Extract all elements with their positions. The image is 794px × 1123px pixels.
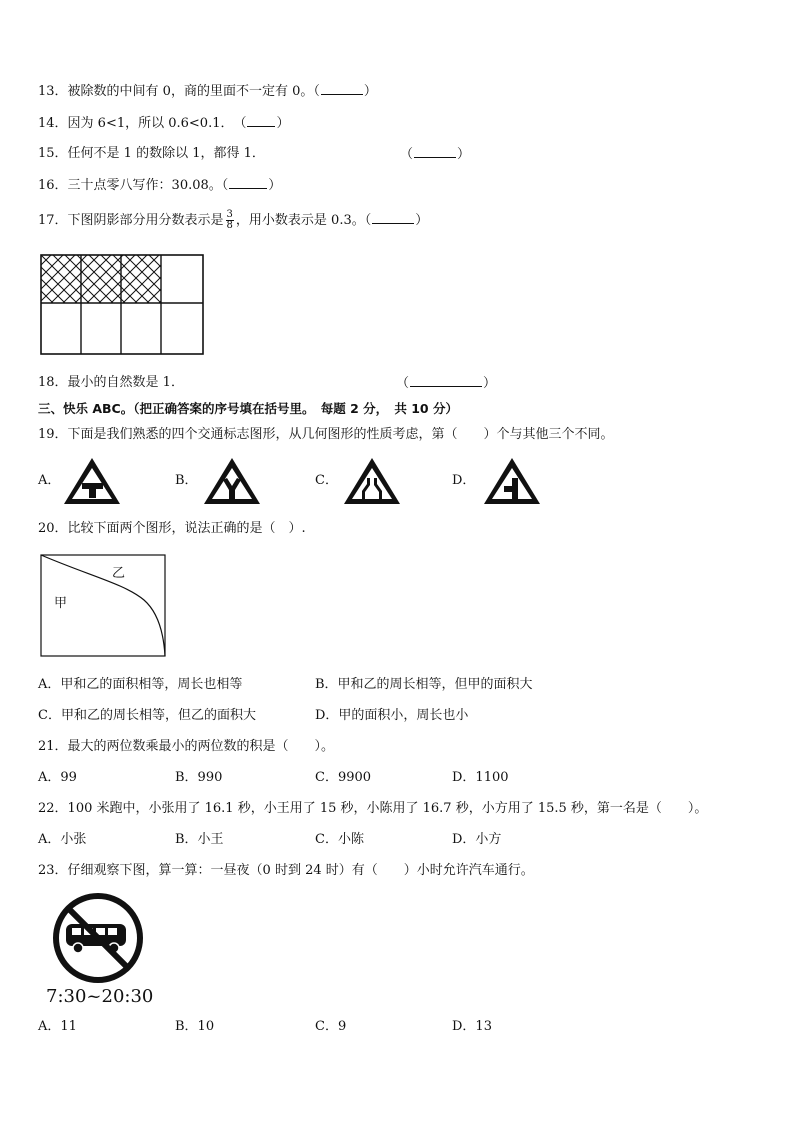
option-d[interactable]: D．13	[452, 1019, 492, 1034]
answer-blank[interactable]	[410, 374, 482, 387]
question-14-text: 14．因为 6<1，所以 0.6<0.1． （	[38, 116, 247, 131]
option-d[interactable]: D．1100	[452, 770, 509, 785]
question-18-answer: （ ）	[396, 376, 497, 391]
question-16-text: 16．三十点零八写作：30.08。（	[38, 178, 229, 193]
option-b[interactable]: B．990	[175, 770, 223, 785]
region-jia-label: 甲	[54, 596, 68, 611]
question-17: 17．下图阴影部分用分数表示是 $\frac{3}{8}$ ，用小数表示是 0.3。（ ）	[38, 209, 429, 231]
answer-blank[interactable]	[372, 211, 414, 224]
region-yi-label: 乙	[112, 566, 126, 581]
option-a[interactable]: A．99	[38, 770, 77, 785]
answer-blank[interactable]	[229, 176, 267, 189]
question-18-text: 18．最小的自然数是 1．	[38, 375, 184, 390]
road-narrows-sign-icon[interactable]	[342, 456, 402, 506]
question-23: 23．仔细观察下图，算一算：一昼夜（0 时到 24 时）有（ ）小时允许汽车通行。	[38, 863, 534, 878]
option-b-label: B．	[175, 473, 198, 488]
option-b[interactable]: B．10	[175, 1019, 215, 1034]
no-bus-sign-icon	[50, 890, 146, 986]
answer-blank[interactable]	[321, 82, 363, 95]
fraction: $\frac{3}{8}$	[226, 209, 233, 231]
question-13: 13．被除数的中间有 0，商的里面不一定有 0。（ ）	[38, 84, 377, 99]
option-a[interactable]: A．11	[38, 1019, 77, 1034]
shaded-grid-figure	[40, 254, 206, 358]
answer-blank[interactable]	[247, 114, 275, 127]
question-22: 22．100 米跑中，小张用了 16.1 秒，小王用了 15 秒，小陈用了 16.7 秒，小方用了 15.5 秒，第一名是（ ）。	[38, 801, 708, 816]
option-a-label: A．	[38, 473, 61, 488]
question-18	[38, 374, 184, 392]
question-20: 20．比较下面两个图形，说法正确的是（ ）.	[38, 521, 306, 536]
question-16: 16．三十点零八写作：30.08。（ ）	[38, 178, 282, 193]
option-d[interactable]: D．甲的面积小，周长也小	[315, 708, 469, 723]
question-15-text: 15．任何不是 1 的数除以 1，都得 1．	[38, 146, 265, 161]
option-c[interactable]: C．9	[315, 1019, 347, 1034]
question-15-answer: （ ）	[400, 147, 471, 162]
option-c[interactable]: C．小陈	[315, 832, 364, 847]
question-14: 14．因为 6<1，所以 0.6<0.1． （ ）	[38, 116, 290, 131]
option-c[interactable]: C．9900	[315, 770, 372, 785]
option-d-label: D．	[452, 473, 476, 488]
y-junction-sign-icon[interactable]	[202, 456, 262, 506]
t-junction-sign-icon[interactable]	[62, 456, 122, 506]
answer-blank[interactable]	[414, 145, 456, 158]
option-d[interactable]: D．小方	[452, 832, 502, 847]
option-a[interactable]: A．甲和乙的面积相等，周长也相等	[38, 677, 243, 692]
section-heading: 三、快乐 ABC。（把正确答案的序号填在括号里。 每题 2 分， 共 10 分）	[38, 401, 458, 416]
option-c-label: C．	[315, 473, 338, 488]
option-b[interactable]: B．甲和乙的周长相等，但甲的面积大	[315, 677, 533, 692]
question-13-text: 13．被除数的中间有 0，商的里面不一定有 0。（	[38, 84, 320, 99]
question-15	[38, 145, 265, 163]
sign-time-range: 7:30~20:30	[46, 986, 154, 1007]
option-a[interactable]: A．小张	[38, 832, 87, 847]
side-road-sign-icon[interactable]	[482, 456, 542, 506]
question-19: 19．下面是我们熟悉的四个交通标志图形，从几何图形的性质考虑，第（ ）个与其他三个不同。	[38, 427, 614, 442]
option-c[interactable]: C．甲和乙的周长相等，但乙的面积大	[38, 708, 256, 723]
question-21: 21．最大的两位数乘最小的两位数的积是（ ）。	[38, 739, 335, 754]
option-b[interactable]: B．小王	[175, 832, 224, 847]
